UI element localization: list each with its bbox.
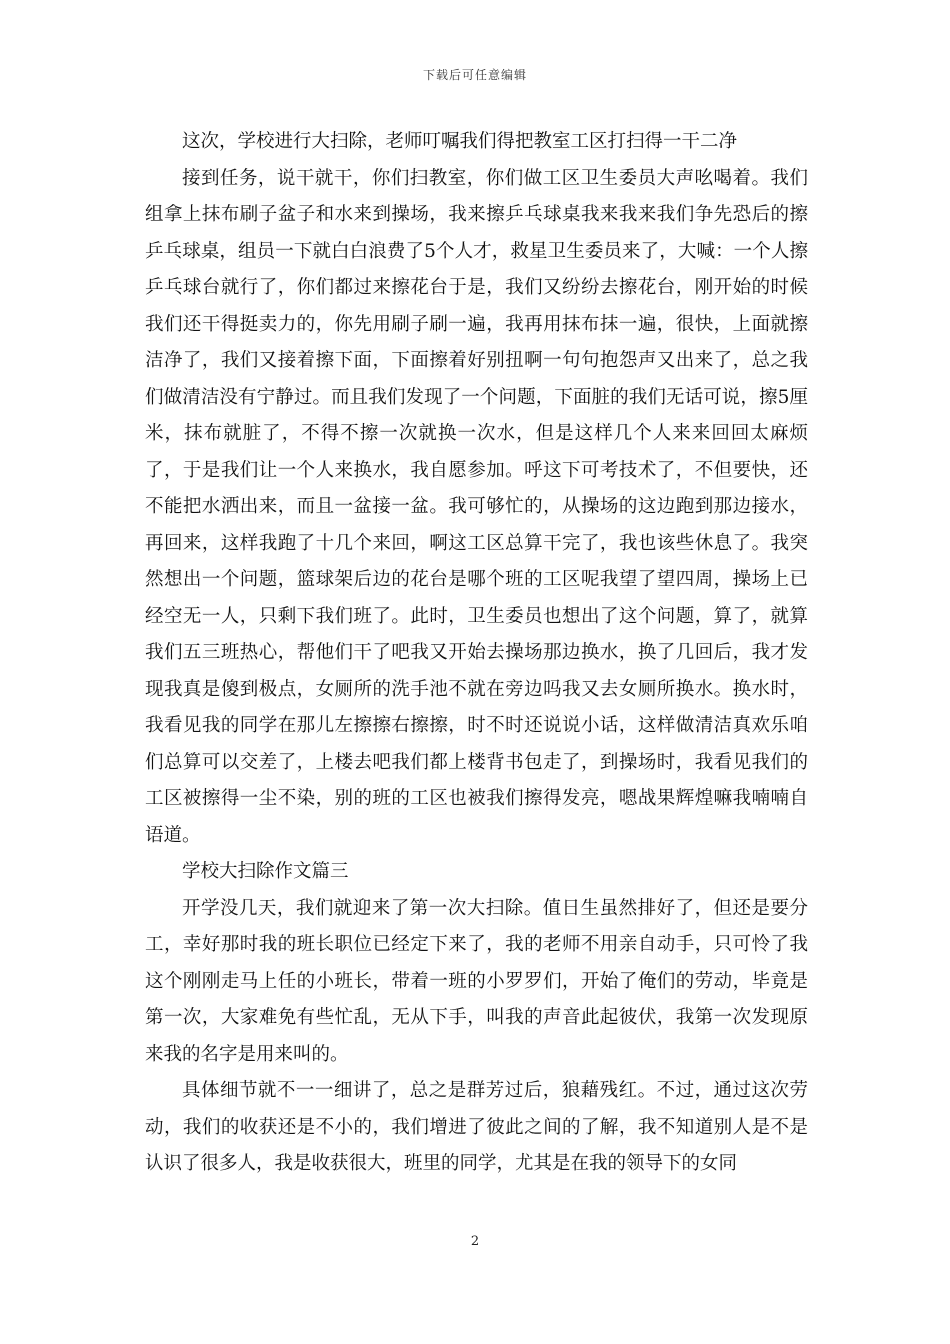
paragraph-cleaning-story: 接到任务，说干就干，你们扫教室，你们做工区卫生委员大声吆喝着。我们组拿上抹布刷子盆子和水来到操场，我来擦乒乓球桌我来我来我们争先恐后的擦乒乓球桌，组员一下就白白浪费了5个人才，救星卫生委员来了，大喊：一个人擦乒乓球台就行了，你们都过来擦花台于是，我们又纷纷去擦花台，刚开始的时候我们还干得挺卖力的，你先用刷子刷一遍，我再用抹布抹一遍，很快，上面就擦洁净了，我们又接着擦下面，下面擦着好别扭啊一句句抱怨声又出来了，总之我们做清洁没有宁静过。而且我们发现了一个问题，下面脏的我们无话可说，擦5厘米，抹布就脏了，不得不擦一次就换一次水，但是这样几个人来来回回太麻烦了，于是我们让一个人来换水，我自愿参加。呼这下可考技术了，不但要快，还不能把水洒出来，而且一盆接一盆。我可够忙的，从操场的这边跑到那边接水，再回来，这样我跑了十几个来回，啊这工区总算干完了，我也该些休息了。我突然想出一个问题，篮球架后边的花台是哪个班的工区呢我望了望四周，操场上已经空无一人，只剩下我们班了。此时，卫生委员也想出了这个问题，算了，就算我们五三班热心，帮他们干了吧我又开始去操场那边换水，换了几回后，我才发现我真是傻到极点，女厕所的洗手池不就在旁边吗我又去女厕所换水。换水时，我看见我的同学在那儿左擦擦右擦擦，时不时还说说小话，这样做清洁真欢乐咱们总算可以交差了，上楼去吧我们都上楼背书包走了，到操场时，我看见我们的工区被擦得一尘不染，别的班的工区也被我们擦得发亮，嗯战果辉煌嘛我喃喃自语道。 [145,167,808,846]
paragraph-harvest: 具体细节就不一一细讲了，总之是群芳过后，狼藉残红。不过，通过这次劳动，我们的收获还是不小的，我们增进了彼此之间的了解，我不知道别人是不是认识了很多人，我是收获很大，班里的同学，尤其是在我的领导下的女同 [145,1080,808,1174]
paragraph-intro: 这次，学校进行大扫除，老师叮嘱我们得把教室工区打扫得一干二净 [182,131,738,152]
document-body [145,124,808,1183]
page-number: 2 [470,1234,480,1249]
section-heading: 学校大扫除作文篇三 [182,861,349,882]
paragraph-first-cleaning: 开学没几天，我们就迎来了第一次大扫除。值日生虽然排好了，但还是要分工，幸好那时我的班长职位已经定下来了，我的老师不用亲自动手，只可怜了我这个刚刚走马上任的小班长，带着一班的小罗罗们，开始了俺们的劳动，毕竟是第一次，大家难免有些忙乱，无从下手，叫我的声音此起彼伏，我第一次发现原来我的名字是用来叫的。 [145,897,808,1065]
page-header: 下载后可任意编辑 [422,68,527,82]
